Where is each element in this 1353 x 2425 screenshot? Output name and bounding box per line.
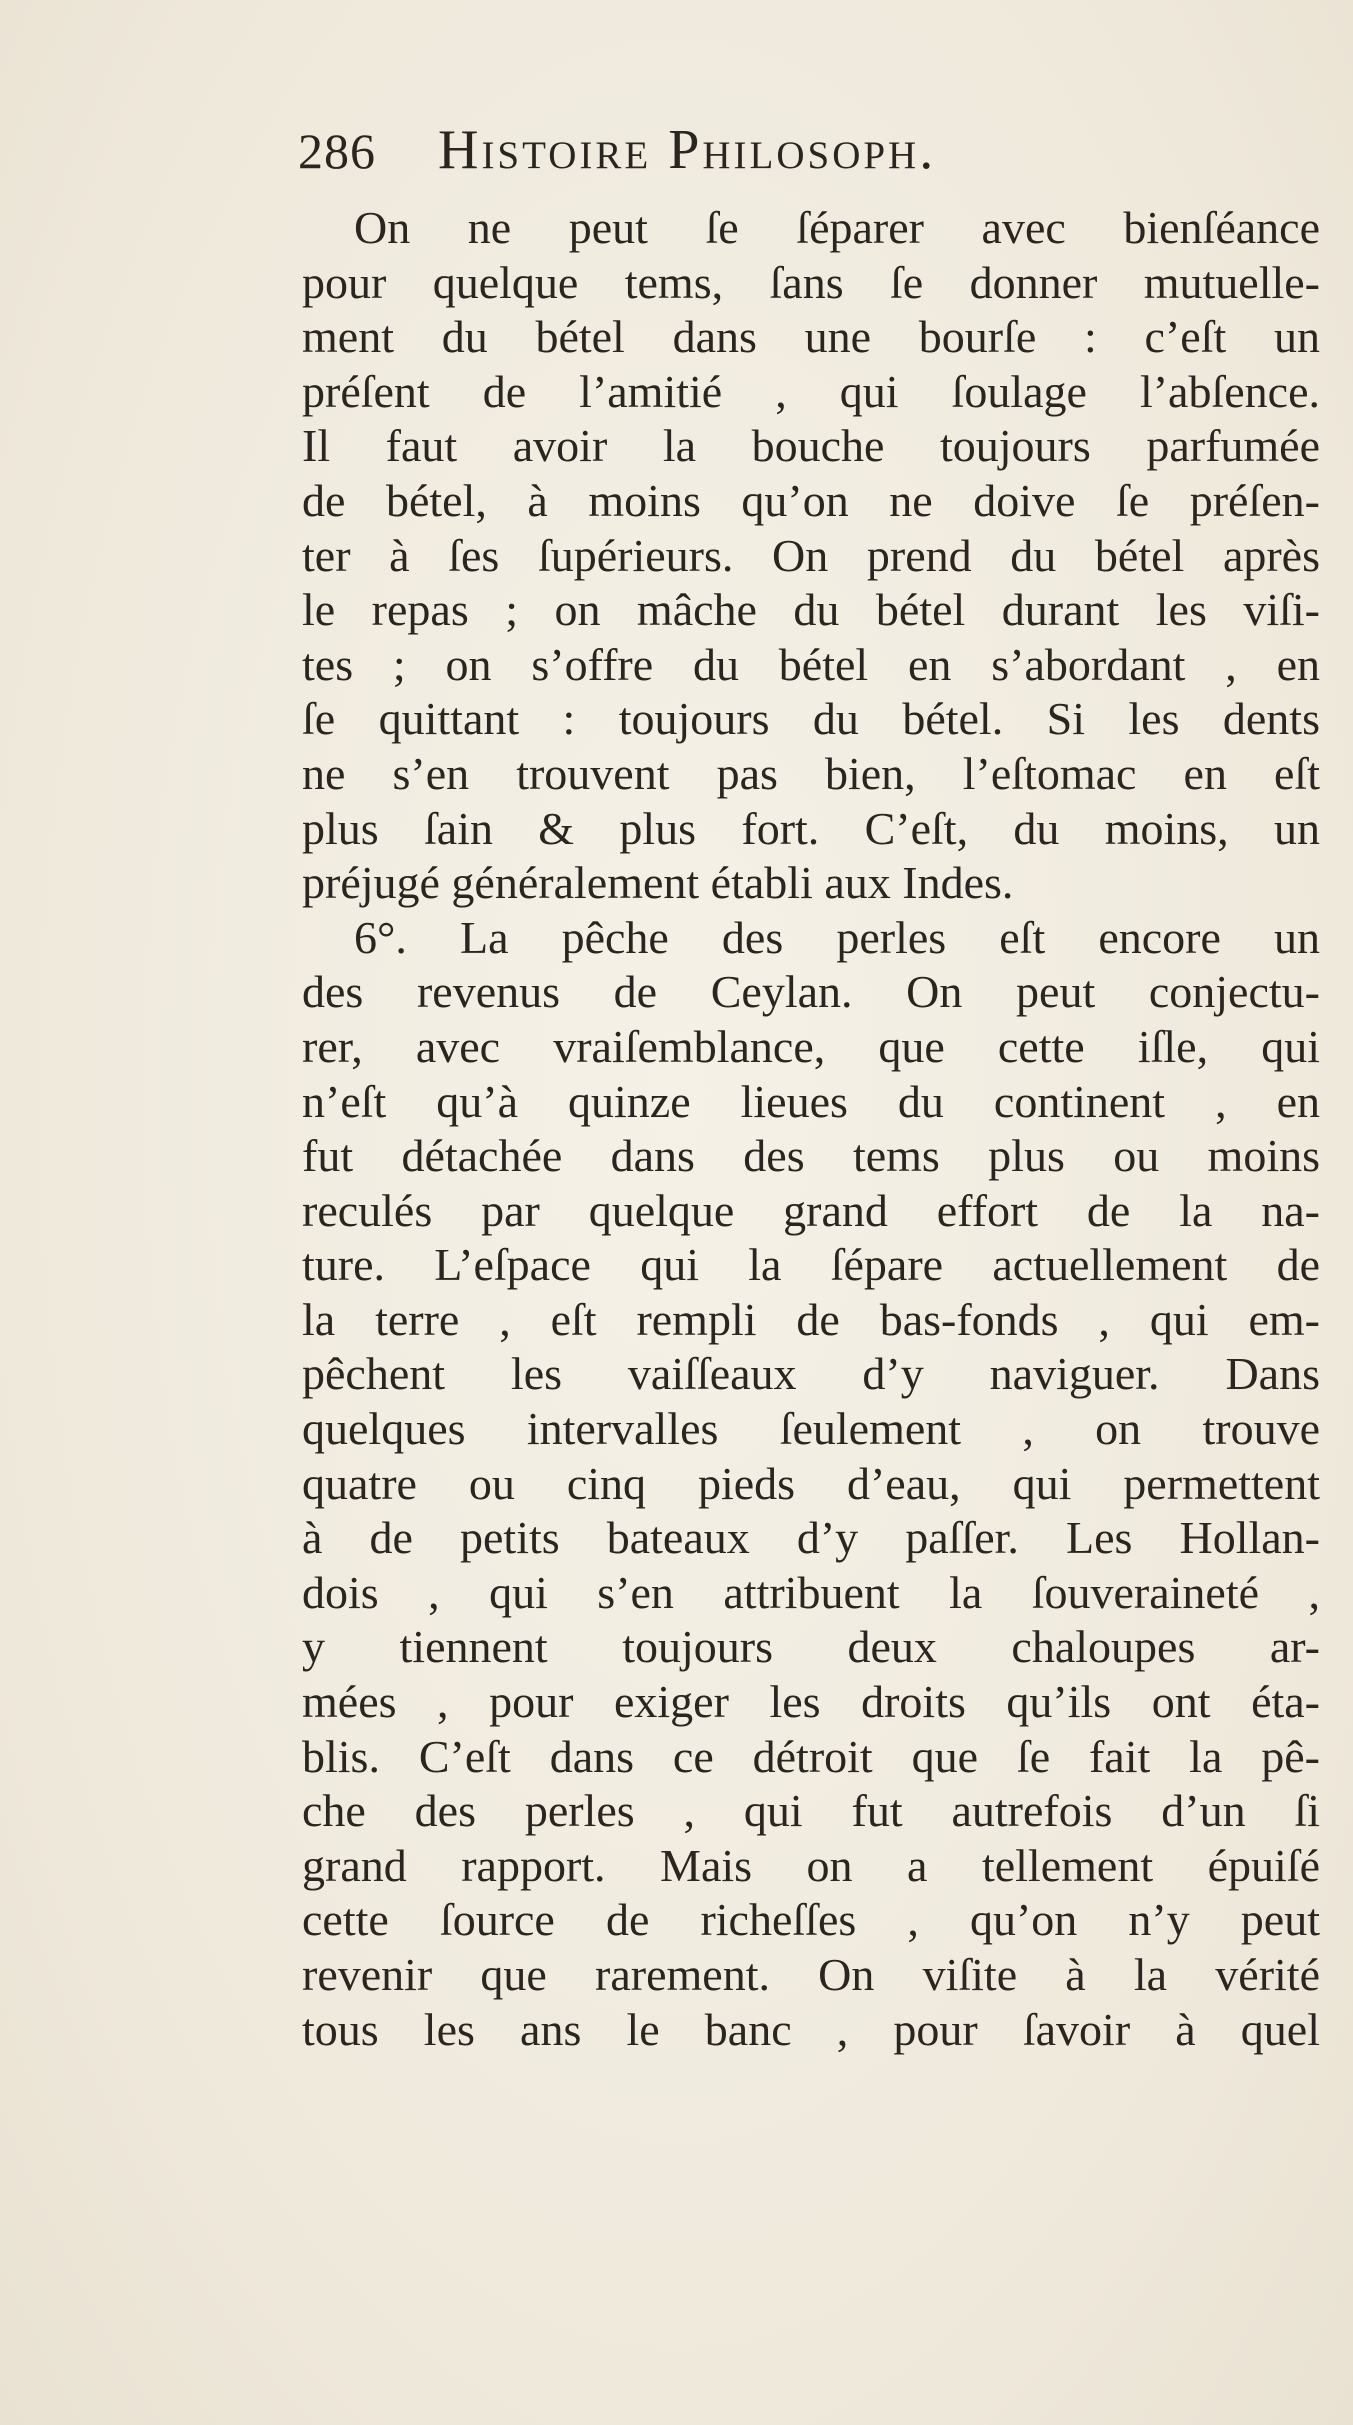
text-line: fut détachée dans des tems plus ou moins — [302, 1130, 1320, 1182]
text-line: y tiennent toujours deux chaloupes ar- — [302, 1621, 1320, 1673]
text-line: blis. C’eſt dans ce détroit que ſe fait la pê- — [302, 1730, 1320, 1782]
text-line: che des perles , qui fut autrefois d’un ſi — [302, 1785, 1320, 1837]
text-line: grand rapport. Mais on a tellement épuiſé — [302, 1839, 1320, 1891]
text-line: ne s’en trouvent pas bien, l’eſtomac en eſt — [302, 747, 1320, 799]
page-number: 286 — [298, 123, 376, 179]
text-line: mées , pour exiger les droits qu’ils ont éta- — [302, 1676, 1320, 1728]
text-line: Il faut avoir la bouche toujours parfumée — [302, 420, 1320, 472]
text-line: quatre ou cinq pieds d’eau, qui permettent — [302, 1457, 1320, 1509]
text-line: ter à ſes ſupérieurs. On prend du bétel après — [302, 529, 1320, 581]
text-line: ment du bétel dans une bourſe : c’eſt un — [302, 311, 1320, 363]
text-line: reculés par quelque grand effort de la na- — [302, 1184, 1320, 1236]
text-line: 6°. La pêche des perles eſt encore un — [354, 911, 1320, 963]
body-text — [302, 201, 1320, 2057]
running-title: Histoire Philosoph. — [438, 119, 937, 181]
text-line: tes ; on s’offre du bétel en s’abordant , en — [302, 638, 1320, 690]
text-line: la terre , eſt rempli de bas-fonds , qui em- — [302, 1293, 1320, 1345]
text-line: On ne peut ſe ſéparer avec bienſéance — [354, 202, 1320, 253]
text-line: préſent de l’amitié , qui ſoulage l’abſence. — [302, 365, 1320, 417]
text-line: pêchent les vaiſſeaux d’y naviguer. Dans — [302, 1348, 1320, 1400]
text-line: cette ſource de richeſſes , qu’on n’y peut — [302, 1894, 1320, 1946]
text-line: ſe quittant : toujours du bétel. Si les dents — [302, 693, 1320, 745]
text-line: n’eſt qu’à quinze lieues du continent , en — [302, 1075, 1320, 1127]
text-line: de bétel, à moins qu’on ne doive ſe préſen- — [302, 474, 1320, 526]
text-line: tous les ans le banc , pour ſavoir à quel — [302, 2003, 1320, 2055]
text-line: ture. L’eſpace qui la ſépare actuellement de — [302, 1239, 1320, 1291]
text-line: plus ſain & plus fort. C’eſt, du moins, un — [302, 802, 1320, 854]
text-line: dois , qui s’en attribuent la ſouveraineté , — [302, 1566, 1320, 1618]
text-line: préjugé généralement établi aux Indes. — [302, 857, 1014, 909]
text-line: à de petits bateaux d’y paſſer. Les Hollan- — [302, 1512, 1320, 1564]
text-line: des revenus de Ceylan. On peut conjectu- — [302, 966, 1320, 1018]
text-line: le repas ; on mâche du bétel durant les viſi- — [302, 584, 1320, 636]
running-head — [298, 118, 936, 198]
text-line: quelques intervalles ſeulement , on trouve — [302, 1403, 1320, 1455]
text-line: rer, avec vraiſemblance, que cette iſle, qui — [302, 1020, 1320, 1072]
text-line: pour quelque tems, ſans ſe donner mutuelle- — [302, 256, 1320, 308]
text-line: revenir que rarement. On viſite à la vérité — [302, 1949, 1320, 2000]
